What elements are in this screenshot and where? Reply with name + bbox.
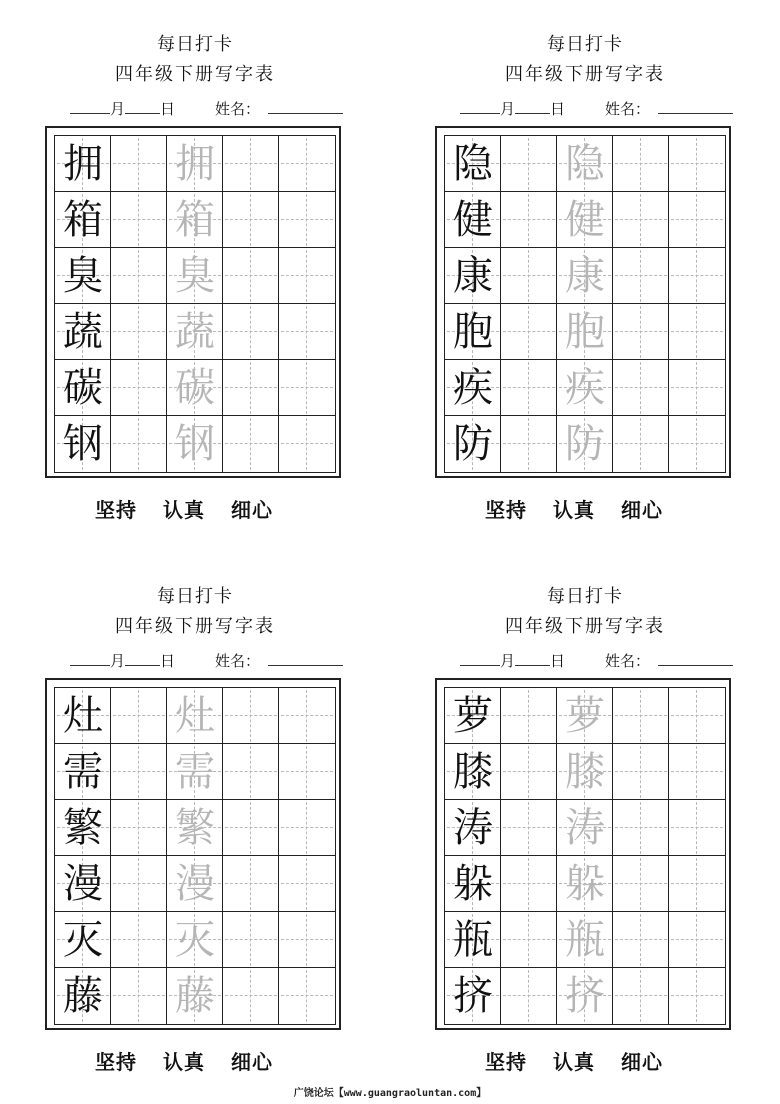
grid-cell[interactable]: [557, 304, 613, 360]
motto-word: 认真: [553, 498, 595, 522]
day-blank[interactable]: [515, 112, 550, 114]
writing-grid: [444, 135, 726, 473]
grid-cell[interactable]: [279, 248, 335, 304]
grid-row: [445, 416, 725, 472]
grid-cell[interactable]: [669, 248, 725, 304]
grid-cell[interactable]: [669, 688, 725, 744]
month-label: 月: [110, 652, 126, 670]
model-character: 瓶: [453, 917, 493, 963]
grid-cell[interactable]: [279, 912, 335, 968]
name-blank[interactable]: [268, 664, 343, 666]
grid-cell[interactable]: [167, 136, 223, 192]
trace-character: 健: [565, 197, 605, 243]
trace-character: 隐: [565, 141, 605, 187]
grid-cell[interactable]: [111, 248, 167, 304]
model-character: 疾: [453, 365, 493, 411]
grid-cell[interactable]: [279, 416, 335, 472]
motto-word: 认真: [553, 1050, 595, 1074]
model-character: 箱: [63, 197, 103, 243]
date-name-line: [70, 650, 360, 671]
day-label: 日: [160, 652, 176, 670]
grid-cell[interactable]: [557, 416, 613, 472]
grid-cell[interactable]: [557, 912, 613, 968]
grid-cell[interactable]: [223, 416, 279, 472]
grid-cell[interactable]: [501, 856, 557, 912]
day-blank[interactable]: [125, 664, 160, 666]
model-character: 膝: [453, 749, 493, 795]
model-character: 需: [63, 749, 103, 795]
grid-cell[interactable]: [557, 360, 613, 416]
grid-cell[interactable]: [613, 856, 669, 912]
grid-cell[interactable]: [111, 192, 167, 248]
grid-cell[interactable]: [501, 688, 557, 744]
motto-word: 坚持: [95, 498, 137, 522]
writing-grid: [444, 687, 726, 1025]
model-character: 灭: [63, 917, 103, 963]
grid-cell[interactable]: [501, 136, 557, 192]
grid-cell[interactable]: [669, 856, 725, 912]
grid-cell[interactable]: [279, 968, 335, 1024]
grid-cell[interactable]: [223, 744, 279, 800]
grid-cell[interactable]: [445, 688, 501, 744]
name-blank[interactable]: [268, 112, 343, 114]
grid-row: [55, 800, 335, 856]
grid-cell[interactable]: [167, 360, 223, 416]
grid-cell[interactable]: [501, 248, 557, 304]
day-label: 日: [160, 100, 176, 118]
grid-cell[interactable]: [111, 360, 167, 416]
card-subtitle: 四年级下册写字表: [505, 64, 665, 85]
grid-cell[interactable]: [111, 744, 167, 800]
day-blank[interactable]: [515, 664, 550, 666]
model-character: 拥: [63, 141, 103, 187]
card-3: [45, 552, 345, 1074]
model-character: 钢: [63, 421, 103, 467]
motto-word: 坚持: [485, 1050, 527, 1074]
model-character: 健: [453, 197, 493, 243]
trace-character: 疾: [565, 365, 605, 411]
card-title: 每日打卡: [547, 34, 623, 55]
date-name-line: [460, 650, 750, 671]
writing-grid: [54, 135, 336, 473]
grid-cell[interactable]: [223, 136, 279, 192]
grid-cell[interactable]: [501, 416, 557, 472]
grid-cell[interactable]: [445, 304, 501, 360]
grid-row: [55, 360, 335, 416]
grid-cell[interactable]: [55, 856, 111, 912]
grid-cell[interactable]: [557, 688, 613, 744]
trace-character: 防: [565, 421, 605, 467]
card-title: 每日打卡: [157, 34, 233, 55]
grid-cell[interactable]: [167, 968, 223, 1024]
grid-cell[interactable]: [669, 360, 725, 416]
model-character: 隐: [453, 141, 493, 187]
grid-row: [445, 744, 725, 800]
grid-row: [55, 248, 335, 304]
grid-row: [445, 304, 725, 360]
grid-cell[interactable]: [613, 248, 669, 304]
motto: [485, 494, 689, 523]
model-character: 挤: [453, 973, 493, 1019]
grid-cell[interactable]: [445, 968, 501, 1024]
name-label: 姓名：: [605, 652, 651, 670]
grid-cell[interactable]: [613, 136, 669, 192]
card-title: 每日打卡: [547, 586, 623, 607]
trace-character: 挤: [565, 973, 605, 1019]
grid-cell[interactable]: [279, 360, 335, 416]
card-2: [435, 0, 735, 522]
grid-row: [55, 688, 335, 744]
grid-row: [55, 968, 335, 1024]
month-blank[interactable]: [460, 112, 500, 114]
grid-cell[interactable]: [613, 360, 669, 416]
trace-character: 瓶: [565, 917, 605, 963]
grid-cell[interactable]: [669, 304, 725, 360]
grid-cell[interactable]: [557, 744, 613, 800]
grid-cell[interactable]: [669, 416, 725, 472]
card-title: 每日打卡: [157, 586, 233, 607]
card-subtitle: 四年级下册写字表: [115, 616, 275, 637]
grid-cell[interactable]: [167, 304, 223, 360]
grid-cell[interactable]: [613, 800, 669, 856]
grid-cell[interactable]: [111, 912, 167, 968]
grid-cell[interactable]: [501, 912, 557, 968]
grid-cell[interactable]: [279, 856, 335, 912]
grid-row: [55, 192, 335, 248]
grid-cell[interactable]: [501, 192, 557, 248]
card-4: [435, 552, 735, 1074]
card-subtitle: 四年级下册写字表: [115, 64, 275, 85]
grid-row: [445, 192, 725, 248]
month-blank[interactable]: [70, 664, 110, 666]
trace-character: 藤: [175, 973, 215, 1019]
grid-cell[interactable]: [445, 248, 501, 304]
writing-grid-frame: [45, 126, 341, 478]
grid-cell[interactable]: [55, 912, 111, 968]
grid-cell[interactable]: [111, 856, 167, 912]
grid-cell[interactable]: [223, 968, 279, 1024]
grid-row: [445, 912, 725, 968]
grid-row: [55, 856, 335, 912]
grid-cell[interactable]: [557, 136, 613, 192]
grid-cell[interactable]: [501, 968, 557, 1024]
grid-row: [445, 360, 725, 416]
grid-cell[interactable]: [167, 688, 223, 744]
grid-cell[interactable]: [223, 856, 279, 912]
trace-character: 漫: [175, 861, 215, 907]
grid-cell[interactable]: [279, 192, 335, 248]
trace-character: 萝: [565, 693, 605, 739]
trace-character: 灶: [175, 693, 215, 739]
grid-cell[interactable]: [445, 416, 501, 472]
grid-cell[interactable]: [557, 248, 613, 304]
grid-cell[interactable]: [55, 248, 111, 304]
writing-grid: [54, 687, 336, 1025]
grid-cell[interactable]: [55, 968, 111, 1024]
motto-word: 认真: [163, 1050, 205, 1074]
name-blank[interactable]: [658, 664, 733, 666]
grid-cell[interactable]: [669, 136, 725, 192]
grid-cell[interactable]: [613, 968, 669, 1024]
motto: [485, 1046, 689, 1075]
grid-row: [55, 304, 335, 360]
trace-character: 碳: [175, 365, 215, 411]
grid-cell[interactable]: [279, 136, 335, 192]
trace-character: 臭: [175, 253, 215, 299]
model-character: 臭: [63, 253, 103, 299]
day-label: 日: [550, 652, 566, 670]
grid-cell[interactable]: [613, 912, 669, 968]
grid-row: [445, 136, 725, 192]
grid-cell[interactable]: [55, 304, 111, 360]
grid-cell[interactable]: [111, 136, 167, 192]
model-character: 碳: [63, 365, 103, 411]
model-character: 繁: [63, 805, 103, 851]
grid-cell[interactable]: [501, 360, 557, 416]
grid-cell[interactable]: [55, 136, 111, 192]
motto-word: 细心: [231, 1050, 273, 1074]
grid-cell[interactable]: [613, 192, 669, 248]
grid-row: [55, 136, 335, 192]
model-character: 涛: [453, 805, 493, 851]
grid-cell[interactable]: [111, 688, 167, 744]
card-1: [45, 0, 345, 522]
grid-cell[interactable]: [557, 968, 613, 1024]
grid-cell[interactable]: [167, 912, 223, 968]
motto-word: 细心: [621, 1050, 663, 1074]
grid-cell[interactable]: [501, 800, 557, 856]
grid-cell[interactable]: [669, 968, 725, 1024]
writing-grid-frame: [435, 126, 731, 478]
grid-row: [445, 800, 725, 856]
grid-cell[interactable]: [557, 192, 613, 248]
grid-cell[interactable]: [279, 688, 335, 744]
grid-cell[interactable]: [223, 912, 279, 968]
grid-cell[interactable]: [669, 800, 725, 856]
grid-cell[interactable]: [55, 688, 111, 744]
grid-cell[interactable]: [167, 800, 223, 856]
model-character: 康: [453, 253, 493, 299]
grid-cell[interactable]: [279, 304, 335, 360]
writing-grid-frame: [45, 678, 341, 1030]
motto: [95, 1046, 299, 1075]
month-blank[interactable]: [460, 664, 500, 666]
grid-cell[interactable]: [669, 192, 725, 248]
grid-cell[interactable]: [279, 800, 335, 856]
motto-word: 坚持: [95, 1050, 137, 1074]
site-footer: 广饶论坛【www.guangraoluntan.com】: [293, 1088, 487, 1099]
trace-character: 蔬: [175, 309, 215, 355]
grid-cell[interactable]: [445, 856, 501, 912]
trace-character: 需: [175, 749, 215, 795]
grid-cell[interactable]: [445, 800, 501, 856]
grid-cell[interactable]: [55, 744, 111, 800]
grid-cell[interactable]: [111, 968, 167, 1024]
model-character: 藤: [63, 973, 103, 1019]
date-name-line: [70, 98, 360, 119]
writing-grid-frame: [435, 678, 731, 1030]
grid-cell[interactable]: [167, 416, 223, 472]
model-character: 胞: [453, 309, 493, 355]
grid-cell[interactable]: [445, 192, 501, 248]
model-character: 萝: [453, 693, 493, 739]
grid-row: [445, 968, 725, 1024]
grid-cell[interactable]: [55, 192, 111, 248]
grid-cell[interactable]: [279, 744, 335, 800]
grid-cell[interactable]: [669, 912, 725, 968]
grid-cell[interactable]: [111, 416, 167, 472]
grid-cell[interactable]: [557, 800, 613, 856]
grid-cell[interactable]: [167, 192, 223, 248]
grid-cell[interactable]: [55, 360, 111, 416]
trace-character: 拥: [175, 141, 215, 187]
grid-cell[interactable]: [111, 304, 167, 360]
month-label: 月: [500, 652, 516, 670]
trace-character: 胞: [565, 309, 605, 355]
grid-cell[interactable]: [669, 744, 725, 800]
grid-cell[interactable]: [557, 856, 613, 912]
grid-cell[interactable]: [501, 304, 557, 360]
month-label: 月: [500, 100, 516, 118]
trace-character: 膝: [565, 749, 605, 795]
trace-character: 钢: [175, 421, 215, 467]
grid-cell[interactable]: [501, 744, 557, 800]
grid-cell[interactable]: [223, 304, 279, 360]
grid-cell[interactable]: [223, 192, 279, 248]
grid-cell[interactable]: [111, 800, 167, 856]
model-character: 蔬: [63, 309, 103, 355]
grid-cell[interactable]: [55, 416, 111, 472]
model-character: 防: [453, 421, 493, 467]
trace-character: 躲: [565, 861, 605, 907]
grid-cell[interactable]: [613, 744, 669, 800]
grid-cell[interactable]: [223, 248, 279, 304]
motto-word: 细心: [231, 498, 273, 522]
grid-cell[interactable]: [223, 360, 279, 416]
grid-cell[interactable]: [445, 360, 501, 416]
trace-character: 繁: [175, 805, 215, 851]
grid-cell[interactable]: [613, 688, 669, 744]
grid-cell[interactable]: [445, 136, 501, 192]
grid-row: [55, 744, 335, 800]
month-blank[interactable]: [70, 112, 110, 114]
month-label: 月: [110, 100, 126, 118]
grid-row: [55, 416, 335, 472]
trace-character: 康: [565, 253, 605, 299]
grid-row: [445, 688, 725, 744]
grid-cell[interactable]: [613, 416, 669, 472]
grid-row: [445, 856, 725, 912]
name-blank[interactable]: [658, 112, 733, 114]
trace-character: 箱: [175, 197, 215, 243]
grid-cell[interactable]: [223, 688, 279, 744]
day-label: 日: [550, 100, 566, 118]
day-blank[interactable]: [125, 112, 160, 114]
motto-word: 认真: [163, 498, 205, 522]
grid-cell[interactable]: [167, 744, 223, 800]
grid-row: [445, 248, 725, 304]
motto: [95, 494, 299, 523]
model-character: 灶: [63, 693, 103, 739]
name-label: 姓名：: [215, 100, 261, 118]
grid-cell[interactable]: [167, 248, 223, 304]
card-subtitle: 四年级下册写字表: [505, 616, 665, 637]
grid-cell[interactable]: [445, 912, 501, 968]
grid-cell[interactable]: [167, 856, 223, 912]
model-character: 漫: [63, 861, 103, 907]
trace-character: 灭: [175, 917, 215, 963]
grid-cell[interactable]: [223, 800, 279, 856]
motto-word: 细心: [621, 498, 663, 522]
name-label: 姓名：: [215, 652, 261, 670]
motto-word: 坚持: [485, 498, 527, 522]
trace-character: 涛: [565, 805, 605, 851]
grid-cell[interactable]: [55, 800, 111, 856]
grid-cell[interactable]: [613, 304, 669, 360]
model-character: 躲: [453, 861, 493, 907]
grid-cell[interactable]: [445, 744, 501, 800]
grid-row: [55, 912, 335, 968]
name-label: 姓名：: [605, 100, 651, 118]
date-name-line: [460, 98, 750, 119]
